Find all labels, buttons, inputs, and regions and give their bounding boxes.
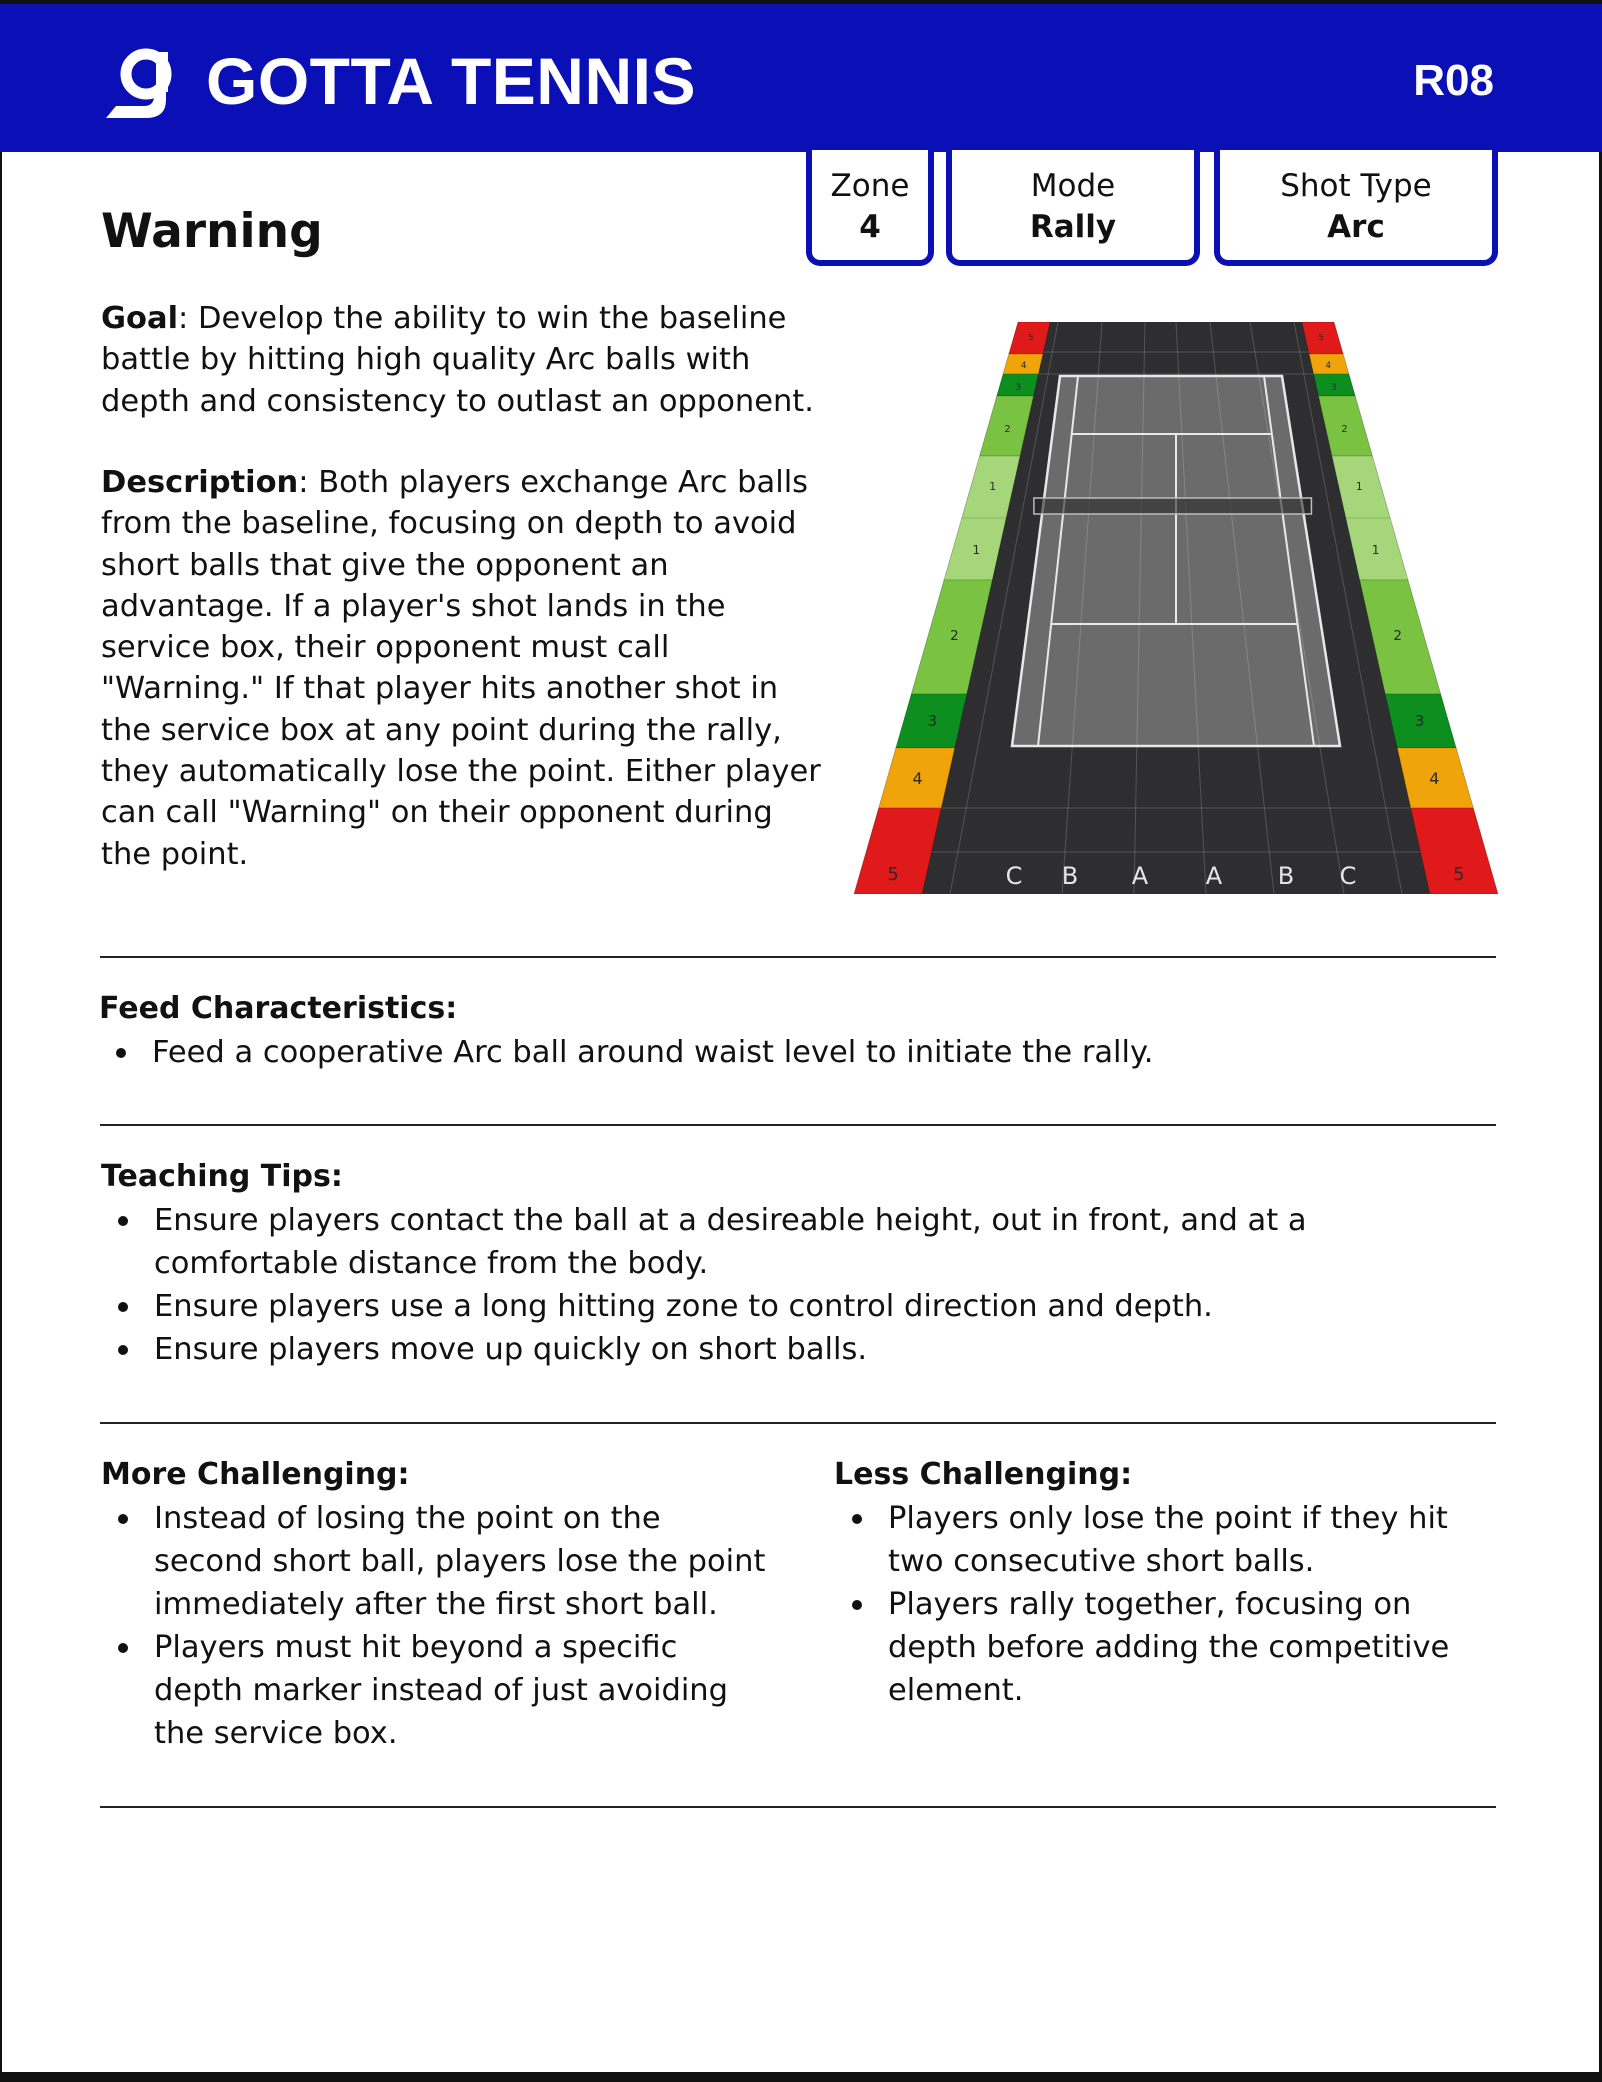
goal-text: : Develop the ability to win the baseline battle by hitting high quality Arc balls with depth and consistency to outlast an opponent. xyxy=(101,301,814,419)
depth-label-left: 5 xyxy=(1028,332,1034,342)
list-item-text: Feed a cooperative Arc ball around waist level to initiate the rally. xyxy=(152,1035,1154,1070)
column-label: C xyxy=(1339,862,1357,890)
shot-type-tag-label: Shot Type xyxy=(1280,168,1432,204)
list-item xyxy=(100,1199,1440,1285)
list-item xyxy=(100,1328,1440,1371)
depth-label-left: 4 xyxy=(912,769,923,788)
page-frame-left xyxy=(0,0,2,2082)
depth-label-left: 3 xyxy=(1015,383,1022,393)
drill-code: R08 xyxy=(1413,56,1494,105)
more-challenging-list xyxy=(100,1497,770,1755)
divider xyxy=(100,1806,1496,1808)
tips-list xyxy=(100,1199,1440,1371)
list-item xyxy=(834,1497,1494,1583)
depth-label-left: 4 xyxy=(1021,361,1027,371)
list-item-text: Players rally together, focusing on depth before adding the competitive element. xyxy=(888,1587,1450,1708)
court-diagram-svg xyxy=(854,322,1498,894)
depth-label-left: 2 xyxy=(950,629,959,644)
list-item-text: Ensure players move up quickly on short balls. xyxy=(154,1332,868,1367)
depth-label-left: 3 xyxy=(927,712,938,730)
column-label: A xyxy=(1131,862,1149,890)
description-text: : Both players exchange Arc balls from the baseline, focusing on depth to avoid short balls that give the opponent an advantage. If a player's shot lands in the service box, their opponent must call "Warning." If that player hits another shot in the service box at any point during the rally, they automatically lose the point. Either player can call "Warning" on their opponent during the point. xyxy=(101,465,821,872)
bullet-icon xyxy=(852,1600,862,1610)
list-item-text: Players only lose the point if they hit two consecutive short balls. xyxy=(888,1501,1448,1579)
depth-label-left: 5 xyxy=(887,865,899,885)
column-label: C xyxy=(1005,862,1023,890)
list-item-text: Instead of losing the point on the second short ball, players lose the point immediately after the first short ball. xyxy=(154,1501,766,1622)
net xyxy=(1034,498,1312,514)
less-challenging-heading: Less Challenging: xyxy=(834,1457,1133,1492)
depth-label-left: 1 xyxy=(972,543,981,557)
list-item-text: Ensure players use a long hitting zone to control direction and depth. xyxy=(154,1289,1213,1324)
depth-label-right: 5 xyxy=(1318,332,1324,342)
list-item xyxy=(100,1497,770,1626)
bullet-icon xyxy=(118,1345,128,1355)
bullet-icon xyxy=(116,1048,126,1058)
depth-label-right: 3 xyxy=(1414,712,1425,730)
divider xyxy=(100,956,1496,958)
column-label: B xyxy=(1277,862,1295,890)
list-item-text: Players must hit beyond a specific depth marker instead of just avoiding the service box. xyxy=(154,1630,728,1751)
shot-type-tag-value: Arc xyxy=(1327,209,1385,245)
divider xyxy=(100,1422,1496,1424)
description-label: Description xyxy=(101,465,299,500)
depth-label-right: 1 xyxy=(1371,543,1380,557)
depth-label-left: 2 xyxy=(1004,424,1011,435)
more-challenging-heading: More Challenging: xyxy=(101,1457,410,1492)
court-diagram xyxy=(854,322,1498,894)
column-label: A xyxy=(1205,862,1223,890)
list-item-text: Ensure players contact the ball at a desireable height, out in front, and at a comfortable distance from the body. xyxy=(154,1203,1307,1281)
bullet-icon xyxy=(118,1514,128,1524)
depth-label-left: 1 xyxy=(989,480,997,493)
header-bar xyxy=(0,4,1602,152)
depth-label-right: 2 xyxy=(1341,424,1348,435)
mode-tag-label: Mode xyxy=(1030,168,1116,204)
list-item xyxy=(98,1031,1478,1074)
list-item xyxy=(100,1285,1440,1328)
gotta-g-logo-icon xyxy=(100,48,186,126)
list-item xyxy=(834,1583,1494,1712)
bullet-icon xyxy=(118,1643,128,1653)
list-item xyxy=(100,1626,770,1755)
depth-label-right: 1 xyxy=(1355,480,1363,493)
bullet-icon xyxy=(118,1216,128,1226)
description-paragraph xyxy=(101,462,821,875)
bullet-icon xyxy=(118,1302,128,1312)
column-label: B xyxy=(1061,862,1079,890)
goal-paragraph xyxy=(101,298,821,422)
depth-label-right: 4 xyxy=(1325,361,1331,371)
depth-label-right: 2 xyxy=(1393,629,1402,644)
depth-label-right: 3 xyxy=(1330,383,1337,393)
mode-tag xyxy=(946,150,1200,266)
depth-label-right: 4 xyxy=(1429,769,1440,788)
page-frame-bottom xyxy=(0,2072,1602,2082)
zone-tag-value: 4 xyxy=(859,209,881,245)
mode-tag-value: Rally xyxy=(1029,209,1117,245)
feed-list xyxy=(98,1031,1478,1074)
less-challenging-list xyxy=(834,1497,1494,1712)
depth-label-right: 5 xyxy=(1453,865,1465,885)
zone-tag xyxy=(806,150,934,266)
divider xyxy=(100,1124,1496,1126)
brand-name: GOTTA TENNIS xyxy=(206,44,696,118)
goal-label: Goal xyxy=(101,301,179,336)
bullet-icon xyxy=(852,1514,862,1524)
zone-tag-label: Zone xyxy=(830,168,910,204)
shot-type-tag xyxy=(1214,150,1498,266)
feed-heading: Feed Characteristics: xyxy=(99,991,458,1026)
drill-title: Warning xyxy=(101,204,323,259)
tips-heading: Teaching Tips: xyxy=(101,1159,343,1194)
